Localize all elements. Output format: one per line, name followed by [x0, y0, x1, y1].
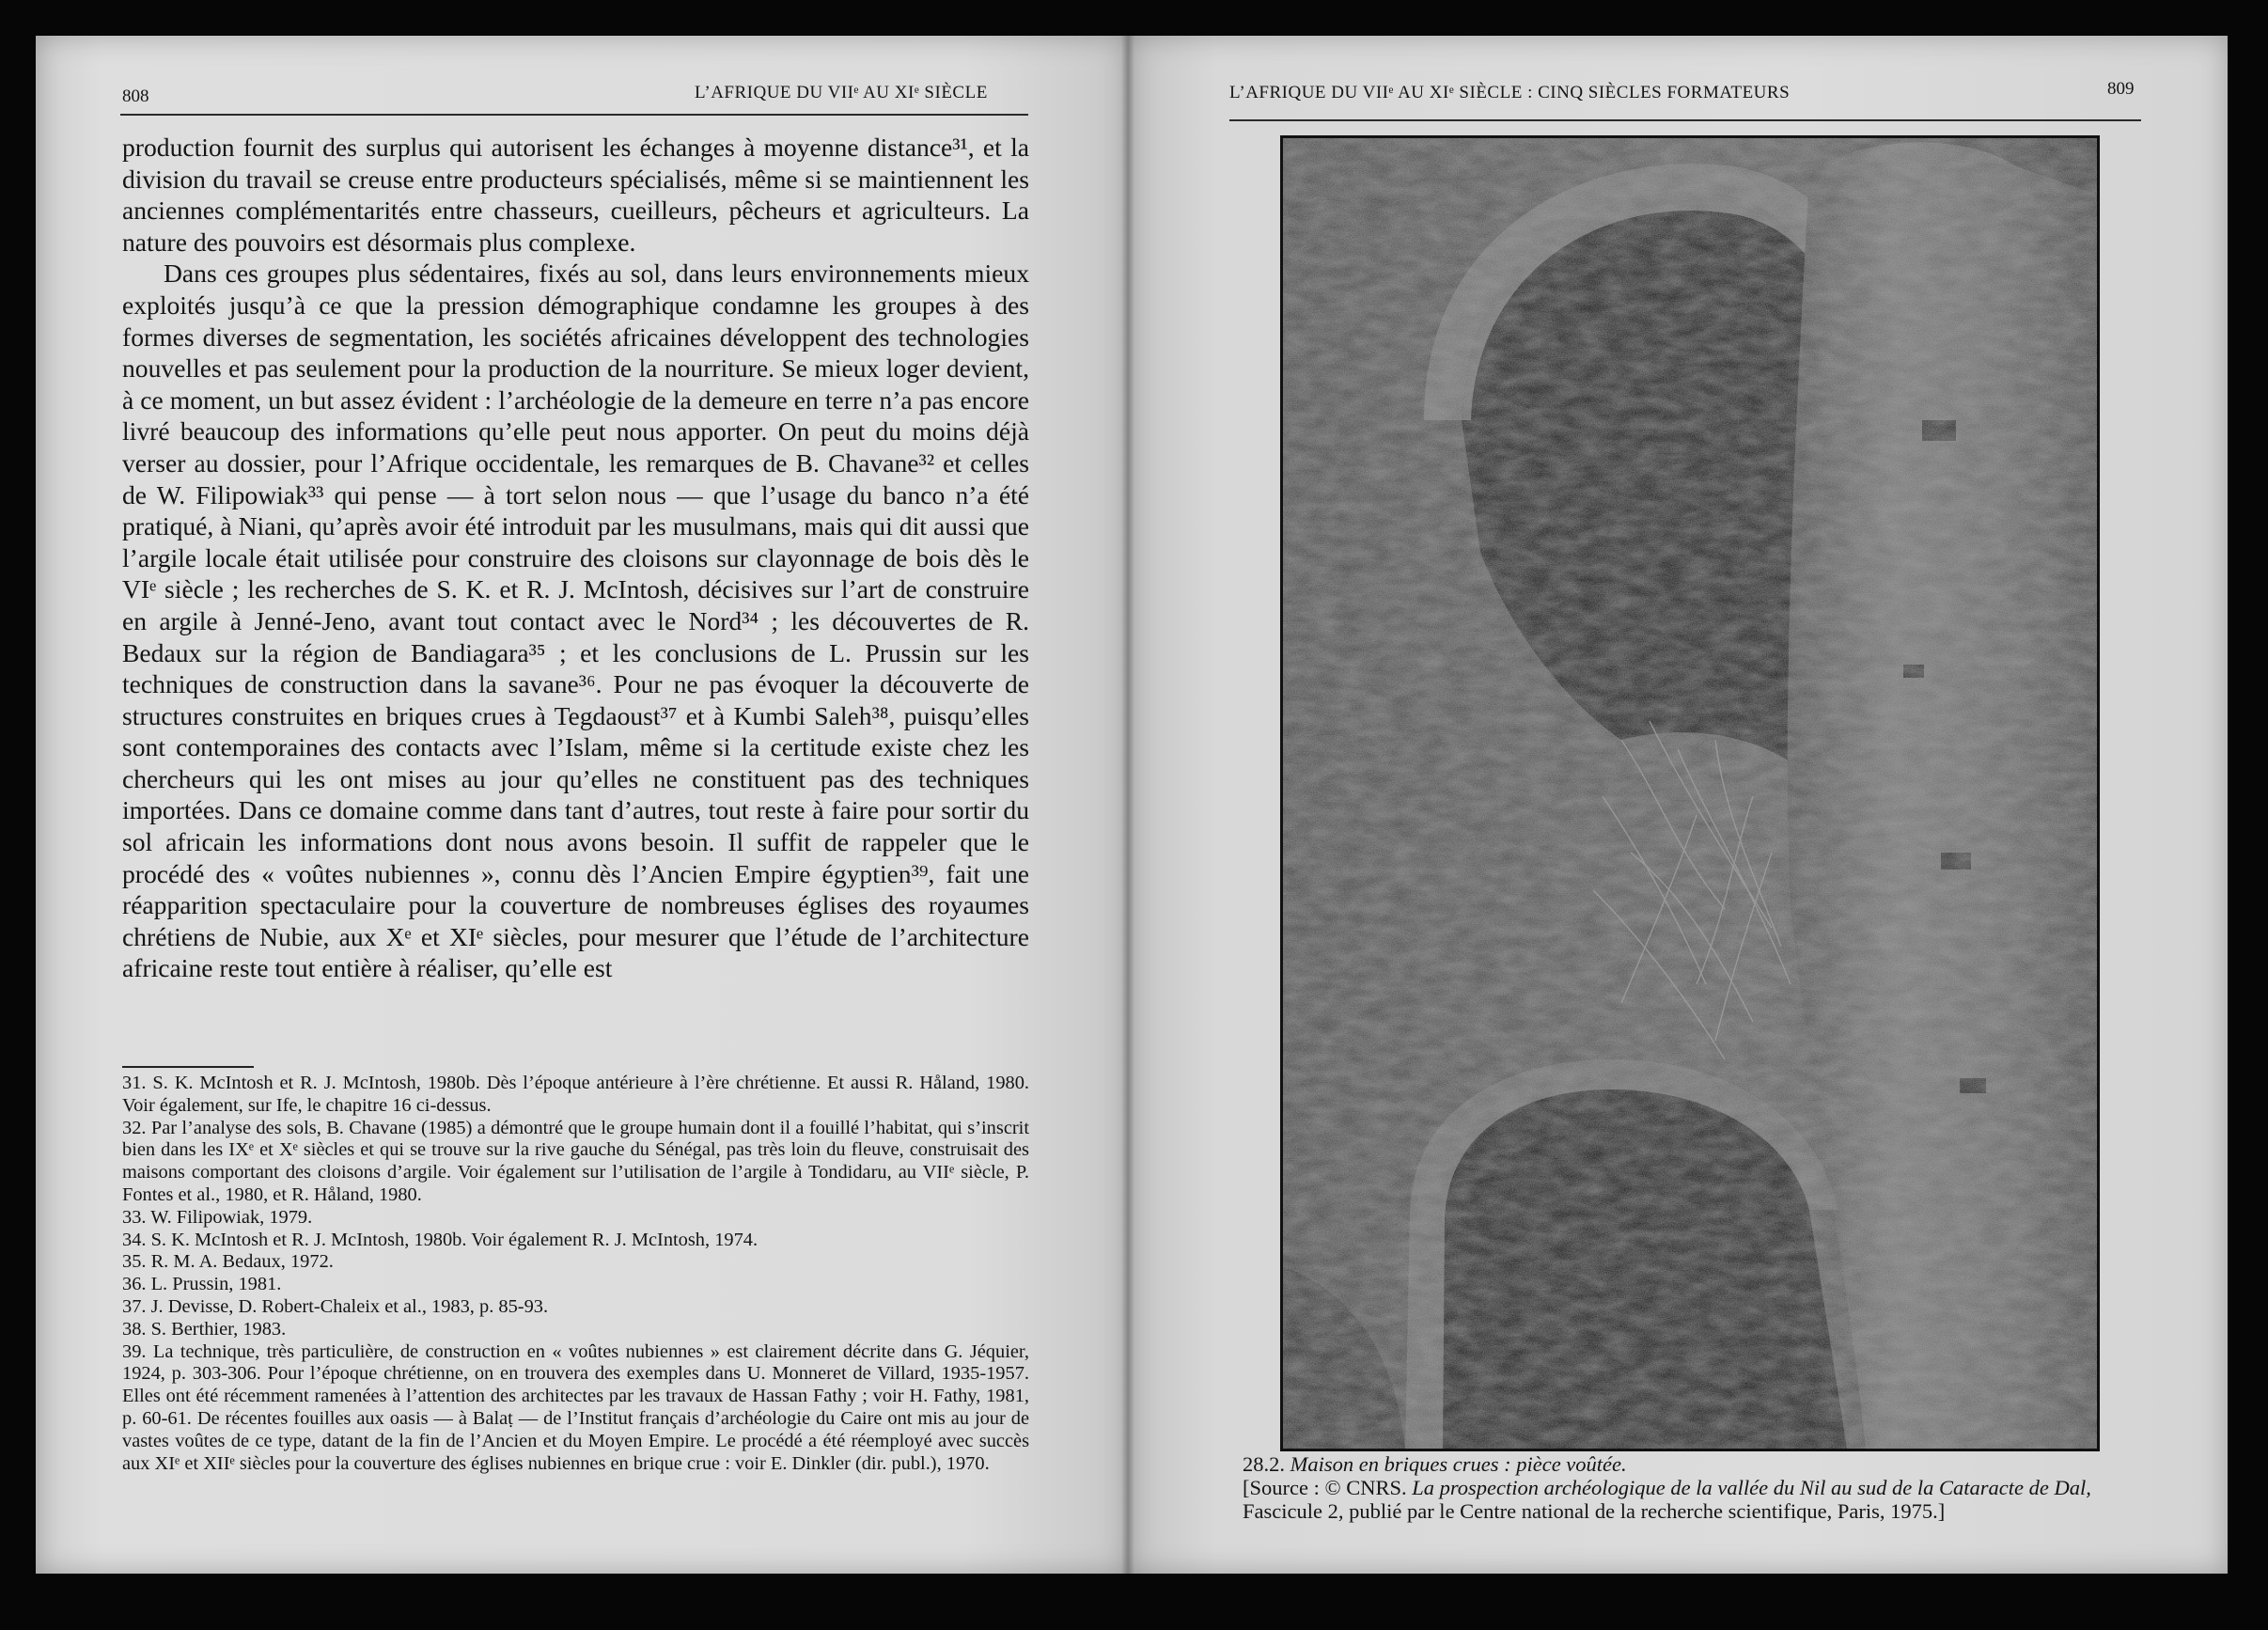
figure-photo-vaulted-room — [1280, 135, 2100, 1451]
footnotes — [122, 1073, 1029, 1475]
right-header-rule — [1229, 119, 2141, 121]
left-page-number: 808 — [122, 86, 149, 106]
caption-number: 28.2. — [1243, 1452, 1285, 1476]
caption-source-line — [1243, 1476, 2105, 1499]
right-page-number: 809 — [2107, 79, 2135, 99]
paragraph-1: production fournit des surplus qui autorisent les échanges à moyenne distance³¹, et la division du travail se creuse entre producteurs spécialisés, même si se maintiennent les anciennes complémentarités entre chasseurs, cueilleurs, pêcheurs et agriculteurs. La nature des pouvoirs est désormais plus complexe. — [122, 133, 1029, 257]
footnote-39: 39. La technique, très particulière, de construction en « voûtes nubiennes » est clairement décrite dans G. Jéquier, 1924, p. 303-306. Pour l’époque chrétienne, on en trouvera des exemples dans U. Monneret de Villard, 1935-1957. Elles ont été récemment ramenées à l’attention des architectes par les travaux de Hassan Fathy ; voir H. Fathy, 1981, p. 60-61. De récentes fouilles aux oasis — à Balaṭ — de l’Institut français d’archéologie du Caire ont mis au jour de vastes voûtes de ce type, datant de la fin de l’Ancien et du Moyen Empire. Le procédé a été réemployé avec succès aux XIᵉ et XIIᵉ siècles pour la couverture des églises nubiennes en brique crue : voir E. Dinkler (dir. publ.), 1970. — [122, 1340, 1029, 1474]
figure-caption — [1243, 1452, 2105, 1523]
footnote-31: 31. S. K. McIntosh et R. J. McIntosh, 1980b. Dès l’époque antérieure à l’ère chrétienne. Et aussi R. Håland, 1980. Voir également, sur Ife, le chapitre 16 ci-dessus. — [122, 1073, 1029, 1116]
main-text — [122, 132, 1029, 984]
caption-source-rest: Fascicule 2, publié par le Centre national de la recherche scientifique, Paris, 1975.] — [1243, 1499, 1946, 1523]
left-running-head: L’AFRIQUE DU VIIᵉ AU XIᵉ SIÈCLE — [695, 83, 988, 102]
caption-title: Maison en briques crues : pièce voûtée. — [1290, 1452, 1627, 1476]
caption-source-prefix: [Source : © CNRS. — [1243, 1476, 1407, 1499]
left-header-rule — [120, 114, 1028, 116]
footnote-34: 34. S. K. McIntosh et R. J. McIntosh, 1980b. Voir également R. J. McIntosh, 1974. — [122, 1229, 759, 1250]
footnote-36: 36. L. Prussin, 1981. — [122, 1274, 282, 1295]
footnote-37: 37. J. Devisse, D. Robert-Chaleix et al., 1983, p. 85-93. — [122, 1295, 549, 1317]
footnote-rule — [122, 1066, 254, 1068]
footnote-38: 38. S. Berthier, 1983. — [122, 1318, 287, 1340]
footnote-33: 33. W. Filipowiak, 1979. — [122, 1206, 313, 1228]
right-running-head: L’AFRIQUE DU VIIᵉ AU XIᵉ SIÈCLE : CINQ SIÈCLES FORMATEURS — [1229, 83, 1791, 102]
caption-source-title: La prospection archéologique de la vallée du Nil au sud de la Cataracte de Dal, — [1412, 1476, 2091, 1499]
paragraph-2: Dans ces groupes plus sédentaires, fixés au sol, dans leurs environnements mieux exploités jusqu’à ce que la pression démographique condamne les groupes à des formes diverses de segmentation, les sociétés africaines développent des technologies nouvelles et pas seulement pour la production de la nourriture. Se mieux loger devient, à ce moment, un but assez évident : l’archéologie de la demeure en terre n’a pas encore livré beaucoup des informations qu’elle peut nous apporter. On peut du moins déjà verser au dossier, pour l’Afrique occidentale, les remarques de B. Chavane³² et celles de W. Filipowiak³³ qui pense — à tort selon nous — que l’usage du banco n’a été pratiqué, à Niani, qu’après avoir été introduit par les musulmans, mais qui dit aussi que l’argile locale était utilisée pour construire des cloisons sur clayonnage de bois dès le VIᵉ siècle ; les recherches de S. K. et R. J. McIntosh, décisives sur l’art de construire en argile à Jenné-Jeno, avant tout contact avec le Nord³⁴ ; les découvertes de R. Bedaux sur la région de Bandiagara³⁵ ; et les conclusions de L. Prussin sur les techniques de construction dans la savane³⁶. Pour ne pas évoquer la découverte de structures construites en briques crues à Tegdaoust³⁷ et à Kumbi Saleh³⁸, puisqu’elles sont contemporaines des contacts avec l’Islam, même si la certitude existe chez les chercheurs qui les ont mises au jour qu’elles ne constituent pas des techniques importées. Dans ce domaine comme dans tant d’autres, tout reste à faire pour sortir du sol africain les informations dont nous avons besoin. Il suffit de rappeler que le procédé des « voûtes nubiennes », connu dès l’Ancien Empire égyptien³⁹, fait une réapparition spectaculaire pour la couverture de nombreuses églises des royaumes chrétiens de Nubie, aux Xᵉ et XIᵉ siècles, pour mesurer que l’étude de l’architecture africaine reste tout entière à réaliser, qu’elle est — [122, 259, 1029, 983]
book-gutter — [1121, 36, 1134, 1574]
footnote-32: 32. Par l’analyse des sols, B. Chavane (1985) a démontré que le groupe humain dont il a fouillé l’habitat, qui s’inscrit bien dans les IXᵉ et Xᵉ siècles et qui se trouve sur la rive gauche du Sénégal, pas très loin du fleuve, construisait des maisons comportant des cloisons d’argile. Voir également sur l’utilisation de l’argile à Tondidaru, au VIIᵉ siècle, P. Fontes et al., 1980, et R. Håland, 1980. — [122, 1117, 1029, 1205]
caption-title-line — [1243, 1452, 2105, 1476]
footnote-35: 35. R. M. A. Bedaux, 1972. — [122, 1251, 334, 1273]
